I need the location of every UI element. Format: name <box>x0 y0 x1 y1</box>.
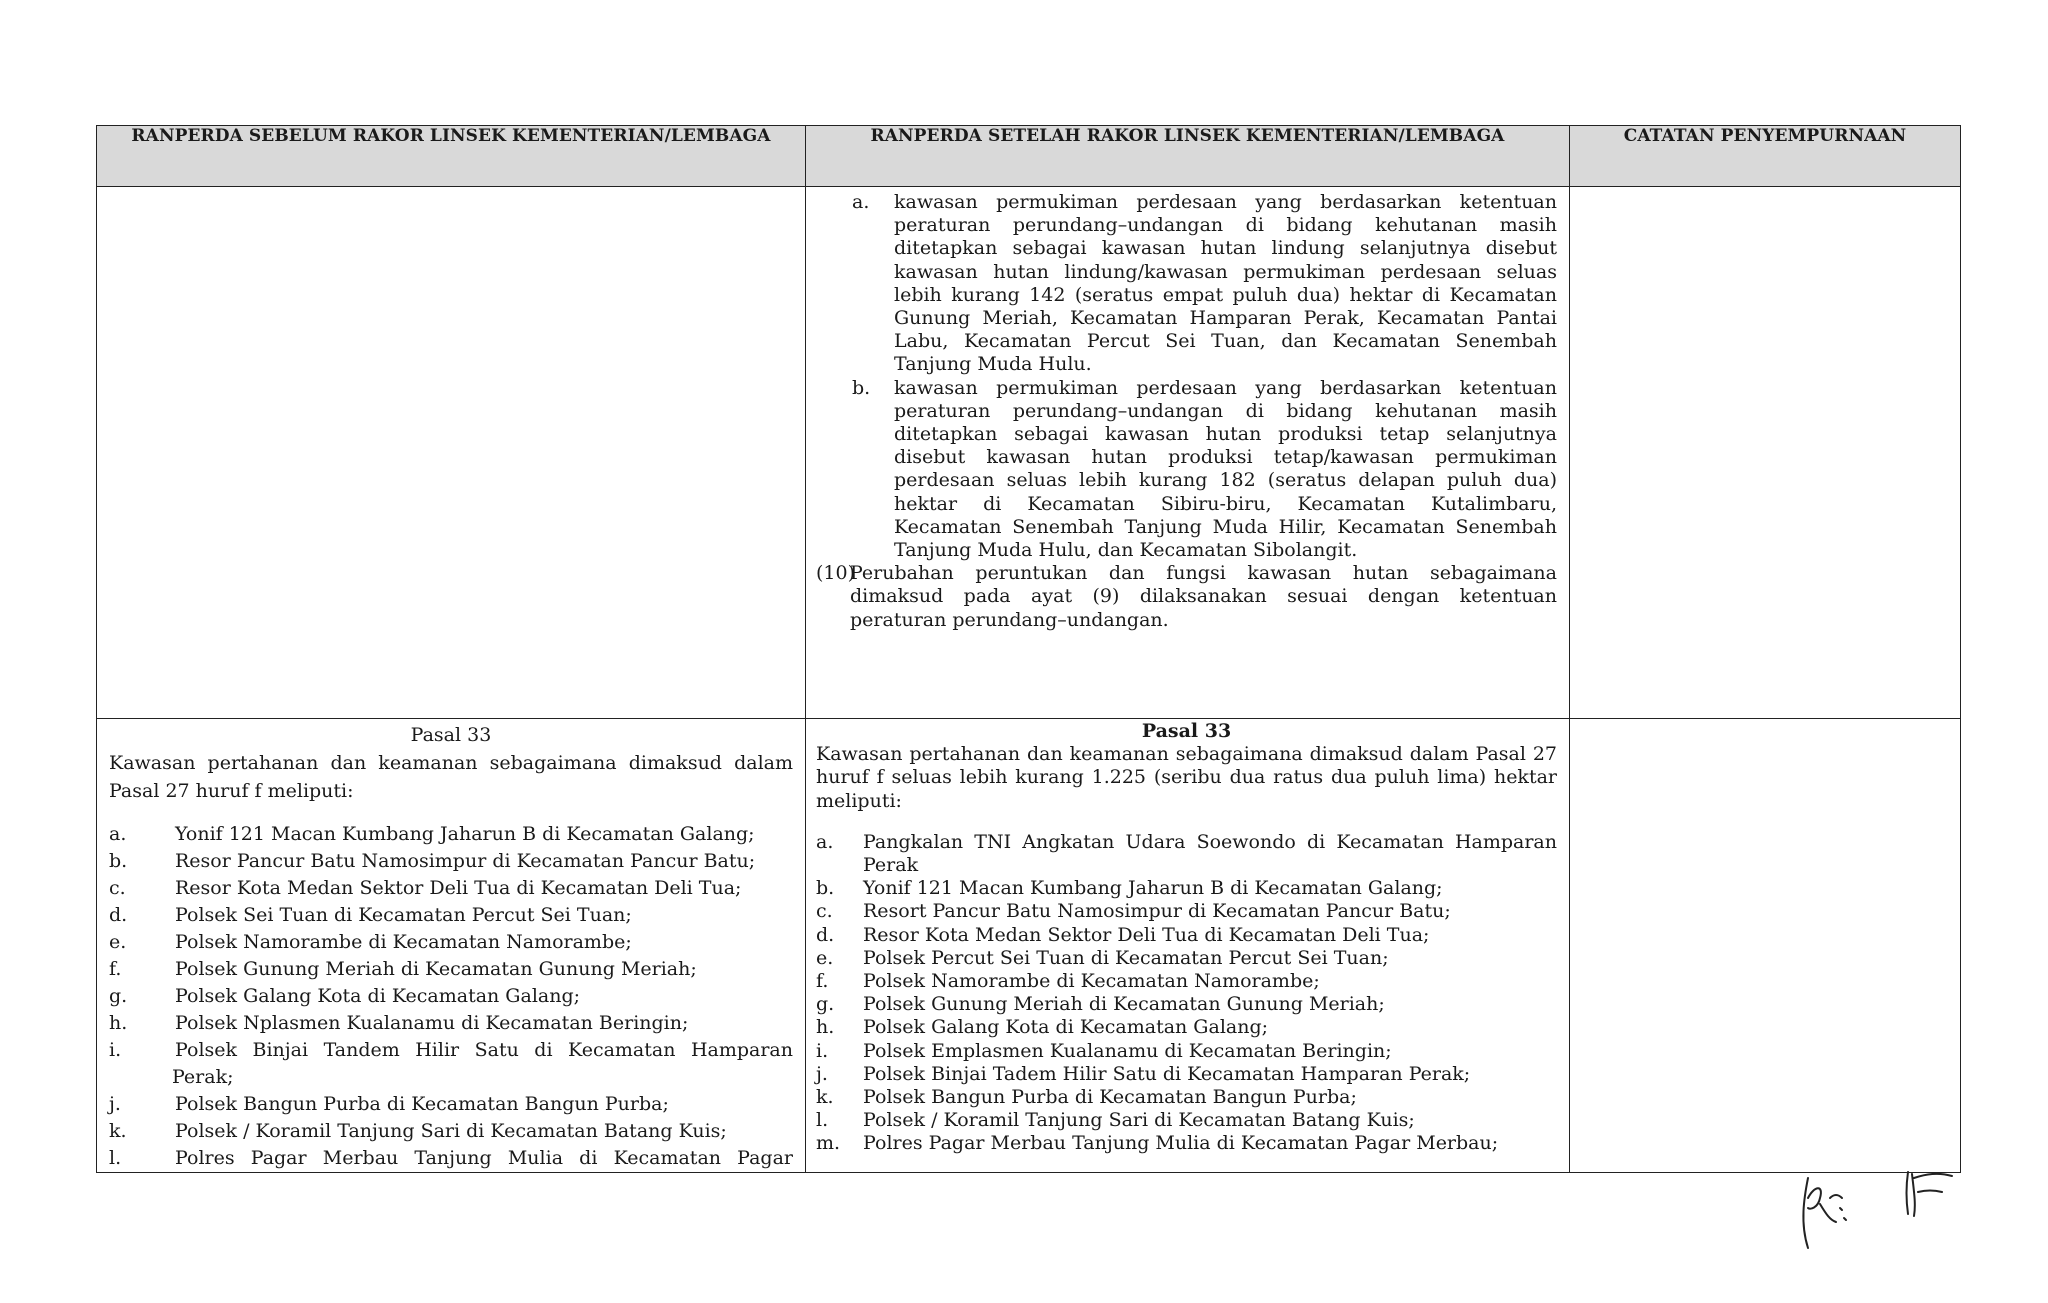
list-item-continuation <box>172 1064 793 1091</box>
list-item <box>109 1037 793 1064</box>
list-item <box>109 1118 793 1145</box>
item-marker: j. <box>816 1062 828 1085</box>
item-marker: f. <box>816 970 829 993</box>
item-text: Polsek / Koramil Tanjung Sari di Kecamatan Batang Kuis; <box>863 1109 1415 1132</box>
item-text: Polsek Binjai Tandem Hilir Satu di Kecamatan Hamparan <box>175 1039 793 1061</box>
table-row <box>97 719 1961 1173</box>
list-item <box>109 902 793 929</box>
item-text: Pangkalan TNI Angkatan Udara Soewondo di Kecamatan Hamparan Perak <box>863 830 1557 877</box>
item-marker: b. <box>816 877 835 900</box>
list-item <box>109 1145 793 1172</box>
item-text: Yonif 121 Macan Kumbang Jaharun B di Kecamatan Galang; <box>863 877 1443 900</box>
item-marker: d. <box>109 904 128 926</box>
item-text: Polsek Namorambe di Kecamatan Namorambe; <box>175 931 632 953</box>
ayat-10 <box>816 562 1557 632</box>
item-text: Polsek Binjai Tadem Hilir Satu di Kecamatan Hamparan Perak; <box>863 1062 1471 1085</box>
table-row <box>97 187 1961 719</box>
item-marker: m. <box>816 1132 841 1155</box>
notes-cell <box>1570 187 1961 719</box>
item-text: Yonif 121 Macan Kumbang Jaharun B di Kecamatan Galang; <box>175 823 755 845</box>
item-marker: l. <box>816 1109 829 1132</box>
item-text: Polsek Emplasmen Kualanamu di Kecamatan Beringin; <box>863 1039 1392 1062</box>
item-text: Polsek Sei Tuan di Kecamatan Percut Sei Tuan; <box>175 904 632 926</box>
after-cell <box>806 187 1570 719</box>
item-marker: k. <box>109 1120 127 1142</box>
item-marker: l. <box>109 1147 122 1169</box>
item-marker: c. <box>109 877 126 899</box>
list-item <box>816 947 1557 970</box>
header-after: RANPERDA SETELAH RAKOR LINSEK KEMENTERIAN/LEMBAGA <box>806 126 1570 187</box>
list-item <box>816 1063 1557 1086</box>
list-item <box>816 877 1557 900</box>
header-before: RANPERDA SEBELUM RAKOR LINSEK KEMENTERIAN/LEMBAGA <box>97 126 806 187</box>
item-marker: g. <box>109 985 128 1007</box>
item-text: Polsek Galang Kota di Kecamatan Galang; <box>863 1016 1269 1039</box>
item-text: kawasan permukiman perdesaan yang berdasarkan ketentuan peraturan perundang–undangan di bidang kehutanan masih ditetapkan sebagai kawasan hutan produksi tetap selanjutnya disebut kawasan hutan produksi tetap/kawasan permukiman perdesaan seluas lebih kurang 182 (seratus delapan puluh dua) hektar di Kecamatan Sibiru-biru, Kecamatan Kutalimbaru, Kecamatan Senembah Tanjung Muda Hilir, Kecamatan Senembah Tanjung Muda Hulu, dan Kecamatan Sibolangit. <box>894 376 1557 562</box>
item-marker: d. <box>816 923 835 946</box>
list-item <box>816 1086 1557 1109</box>
before-cell-empty <box>97 187 806 719</box>
before-cell <box>97 719 806 1173</box>
list-item <box>109 848 793 875</box>
item-text: Resor Kota Medan Sektor Deli Tua di Kecamatan Deli Tua; <box>863 923 1430 946</box>
list-item <box>109 821 793 848</box>
list-item <box>816 970 1557 993</box>
list-item <box>816 191 1557 377</box>
item-marker: h. <box>109 1012 128 1034</box>
item-marker: g. <box>816 993 835 1016</box>
pasal-intro: Kawasan pertahanan dan keamanan sebagaimana dimaksud dalam Pasal 27 huruf f seluas lebih kurang 1.225 (seribu dua ratus dua puluh lima) hektar meliputi: <box>816 743 1557 812</box>
list-item <box>816 1016 1557 1039</box>
item-text: Polres Pagar Merbau Tanjung Mulia di Kecamatan Pagar <box>175 1147 793 1169</box>
item-marker: b. <box>852 376 871 399</box>
item-text: kawasan permukiman perdesaan yang berdasarkan ketentuan peraturan perundang–undangan di bidang kehutanan masih ditetapkan sebagai kawasan hutan lindung selanjutnya disebut kawasan hutan lindung/kawasan permukiman perdesaan seluas lebih kurang 142 (seratus empat puluh dua) hektar di Kecamatan Gunung Meriah, Kecamatan Hamparan Perak, Kecamatan Pantai Labu, Kecamatan Percut Sei Tuan, dan Kecamatan Senembah Tanjung Muda Hulu. <box>894 191 1557 376</box>
item-marker: e. <box>109 931 127 953</box>
list-item <box>816 1109 1557 1132</box>
initial-signature-2 <box>1898 1164 1958 1224</box>
item-text: Polsek Gunung Meriah di Kecamatan Gunung Meriah; <box>863 993 1385 1016</box>
list-item <box>109 875 793 902</box>
notes-cell <box>1570 719 1961 1173</box>
list-item <box>816 1040 1557 1063</box>
item-marker: a. <box>852 191 870 213</box>
list-item <box>109 1010 793 1037</box>
header-row <box>97 126 1961 187</box>
pasal-heading: Pasal 33 <box>1141 720 1232 742</box>
list-item <box>816 831 1557 877</box>
item-text: Polsek Nplasmen Kualanamu di Kecamatan Beringin; <box>175 1012 689 1034</box>
ayat-text: Perubahan peruntukan dan fungsi kawasan hutan sebagaimana dimaksud pada ayat (9) dilaksanakan sesuai dengan ketentuan peraturan perundang–undangan. <box>850 562 1557 631</box>
item-text: Polsek Namorambe di Kecamatan Namorambe; <box>863 970 1320 993</box>
list-item <box>816 900 1557 923</box>
item-text: Resort Pancur Batu Namosimpur di Kecamatan Pancur Batu; <box>863 900 1451 923</box>
comparison-table <box>96 125 1961 1173</box>
item-text: Polres Pagar Merbau Tanjung Mulia di Kecamatan Pagar Merbau; <box>863 1132 1499 1155</box>
after-cell <box>806 719 1570 1173</box>
item-marker: j. <box>109 1093 121 1115</box>
list-item <box>816 924 1557 947</box>
item-marker: e. <box>816 946 834 969</box>
list-item <box>816 377 1557 563</box>
item-text: Polsek Galang Kota di Kecamatan Galang; <box>175 985 581 1007</box>
item-text: Resor Pancur Batu Namosimpur di Kecamatan Pancur Batu; <box>175 850 756 872</box>
list-item <box>816 993 1557 1016</box>
item-marker: h. <box>816 1016 835 1039</box>
item-marker: i. <box>816 1039 829 1062</box>
list-item <box>109 1091 793 1118</box>
item-text: Resor Kota Medan Sektor Deli Tua di Kecamatan Deli Tua; <box>175 877 742 899</box>
item-text: Polsek Gunung Meriah di Kecamatan Gunung Meriah; <box>175 958 697 980</box>
header-notes: CATATAN PENYEMPURNAAN <box>1570 126 1961 187</box>
item-text: Perak; <box>172 1066 234 1088</box>
list-item <box>109 929 793 956</box>
item-marker: i. <box>109 1039 122 1061</box>
list-item <box>109 956 793 983</box>
list-item <box>109 983 793 1010</box>
initial-signature-1 <box>1790 1168 1860 1258</box>
item-marker: f. <box>109 958 122 980</box>
item-text: Polsek Percut Sei Tuan di Kecamatan Percut Sei Tuan; <box>863 946 1389 969</box>
item-marker: b. <box>109 850 128 872</box>
item-marker: a. <box>109 823 127 845</box>
item-text: Polsek Bangun Purba di Kecamatan Bangun Purba; <box>175 1093 669 1115</box>
ayat-marker: (10) <box>816 562 856 585</box>
item-marker: k. <box>816 1086 834 1109</box>
pasal-intro: Kawasan pertahanan dan keamanan sebagaimana dimaksud dalam Pasal 27 huruf f meliputi: <box>109 752 793 802</box>
item-text: Polsek Bangun Purba di Kecamatan Bangun Purba; <box>863 1086 1357 1109</box>
item-text: Polsek / Koramil Tanjung Sari di Kecamatan Batang Kuis; <box>175 1120 727 1142</box>
item-marker: c. <box>816 900 833 923</box>
list-item <box>816 1132 1557 1155</box>
pasal-heading: Pasal 33 <box>410 724 492 746</box>
item-marker: a. <box>816 830 834 853</box>
